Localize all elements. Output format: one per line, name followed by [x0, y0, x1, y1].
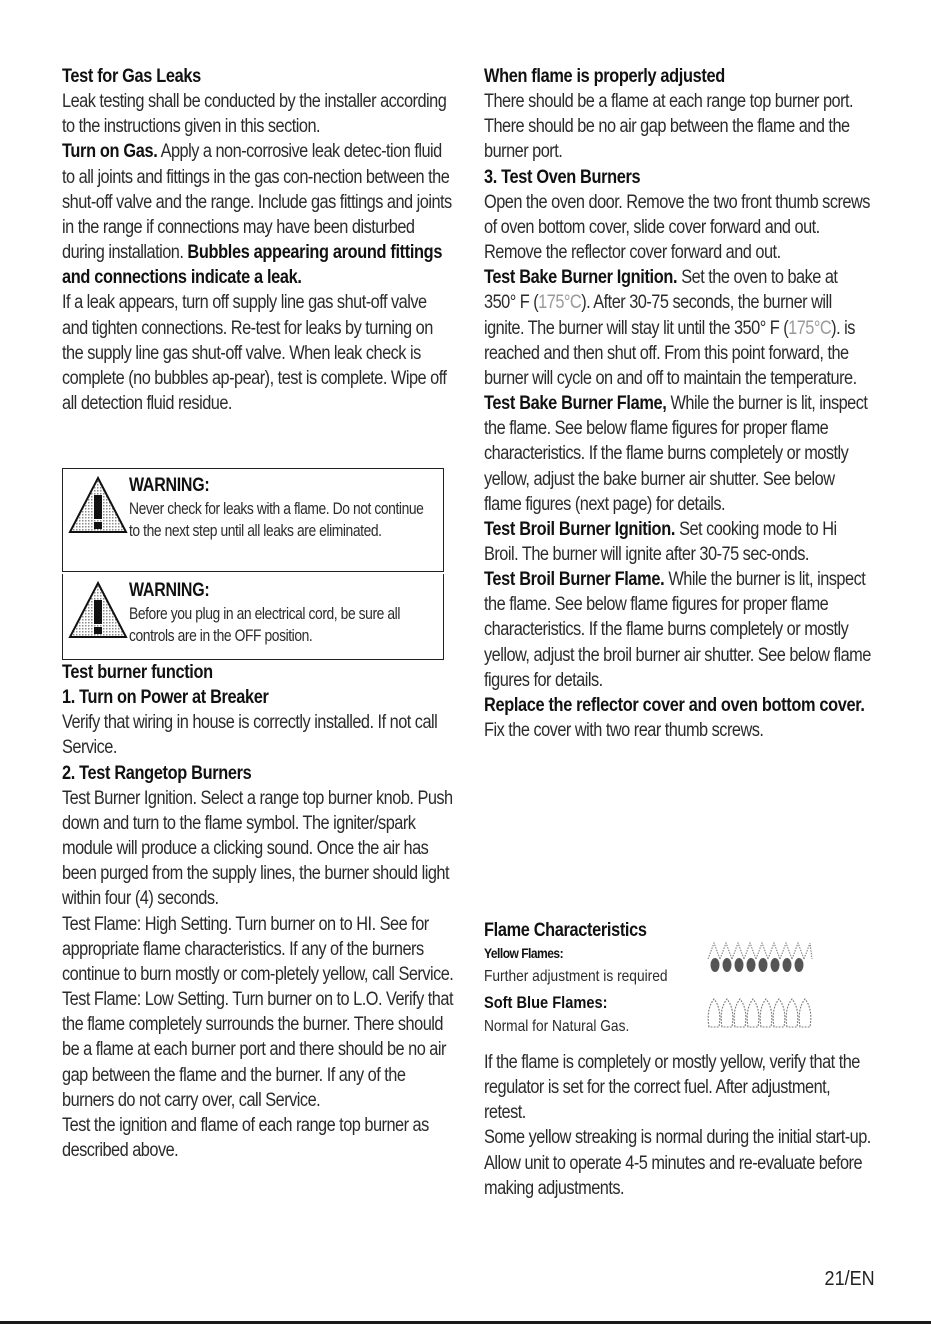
warnings-box [62, 466, 444, 660]
burner-function-section [62, 660, 456, 1163]
turn-on-gas-label: Turn on Gas. [62, 141, 158, 163]
right-column [484, 64, 874, 1199]
blue-flames-icon [706, 995, 814, 1031]
blue-flames-label: Soft Blue Flames: [484, 993, 608, 1013]
warning-electrical-body [129, 578, 431, 647]
bake-ignition-label: Test Bake Burner Ignition. [484, 267, 678, 289]
yellow-flames-row [484, 941, 874, 991]
yellow-flames-text [484, 941, 708, 989]
bake-flame-paragraph [484, 391, 873, 517]
left-column [62, 64, 457, 1161]
warning-flame-body [129, 473, 431, 542]
right-column-text [484, 64, 873, 743]
replace-cover-text: Fix the cover with two rear thumb screws. [484, 720, 764, 742]
step1-heading: 1. Turn on Power at Breaker [62, 687, 269, 709]
left-column-text [62, 64, 456, 416]
broil-flame-paragraph [484, 567, 873, 693]
flame-final-section [484, 1050, 873, 1201]
warning-flame-title: WARNING: [129, 475, 210, 496]
warning-flame-text: Never check for leaks with a flame. Do not continue to the next step until all leaks are eliminated. [129, 500, 424, 540]
replace-cover-paragraph [484, 693, 873, 743]
bake-ignition-paragraph [484, 265, 873, 391]
step2-each-burner-text: Test the ignition and flame of each range top burner as described above. [62, 1114, 429, 1161]
step2-heading: 2. Test Rangetop Burners [62, 762, 252, 784]
warning-triangle-icon [67, 475, 129, 537]
bake-ignition-text-a: Set the oven to bake at 350° F ( [484, 267, 838, 314]
turn-on-gas-text: Apply a non-corrosive leak detec-tion fluid to all joints and fittings in the gas con-nection between the shut-off valve and the range. Include gas fittings and joints in the range if connections may have been disturbed during installation. [62, 141, 452, 264]
turn-on-gas-paragraph [62, 139, 456, 290]
blue-flames-text [484, 991, 708, 1039]
adjusted-text-1: There should be a flame at each range top burner port. [484, 91, 854, 113]
gas-leaks-intro: Leak testing shall be conducted by the installer according to the instructions given in this section. [62, 91, 447, 138]
blue-flames-row [484, 991, 874, 1041]
broil-ignition-paragraph [484, 517, 873, 567]
warning-triangle-icon [67, 580, 129, 642]
flame-characteristics-section [484, 918, 874, 1041]
final-text-1: If the flame is completely or mostly yellow, verify that the regulator is set for the correct fuel. After adjustment, retest. [484, 1052, 860, 1124]
broil-flame-label: Test Broil Burner Flame. [484, 569, 665, 591]
broil-ignition-text: Set cooking mode to Hi Broil. The burner will ignite after 30-75 sec-onds. [484, 518, 837, 565]
bubbles-text: Bubbles appearing around fittings and connections indicate a leak. [62, 242, 443, 289]
burner-function-heading: Test burner function [62, 662, 213, 683]
broil-flame-text: While the burner is lit, inspect the flame. See below flame figures for proper flame characteristics. If the flame burns completely or mostly yellow, adjust the broil burner air shutter. See below flame figures for details. [484, 569, 871, 691]
step2-ignition-text: Test Burner Ignition. Select a range top burner knob. Push down and turn to the flame symbol. The igniter/spark module will produce a clicking sound. Once the air has been purged from the supply lines, the burner should light within four (4) seconds. [62, 787, 453, 910]
broil-ignition-label: Test Broil Burner Ignition. [484, 518, 676, 540]
bake-flame-label: Test Bake Burner Flame, [484, 393, 667, 415]
yellow-flames-label: Yellow Flames: [484, 945, 564, 962]
replace-cover-label: Replace the reflector cover and oven bottom cover. [484, 694, 865, 716]
flame-characteristics-heading: Flame Characteristics [484, 920, 647, 941]
bake-ignition-temp-1: 175°C [538, 292, 582, 314]
warning-electrical-title: WARNING: [129, 580, 210, 601]
flame-characteristics-heading-wrap [484, 918, 873, 943]
adjusted-text-2: There should be no air gap between the flame and the burner port. [484, 116, 850, 163]
bake-ignition-text-b: ). After 30-75 seconds, the burner will ignite. The burner will stay lit until the 350° F ( [484, 292, 832, 339]
step3-text: Open the oven door. Remove the two front thumb screws of oven bottom cover, slide cover forward and out. Remove the reflector cover forward and out. [484, 191, 870, 264]
yellow-flames-desc: Further adjustment is required [484, 968, 668, 986]
bake-flame-text: While the burner is lit, inspect the flame. See below flame figures for proper flame characteristics. If the flame burns completely or mostly yellow, adjust the bake burner air shutter. See below flame figures (next page) for details. [484, 393, 868, 515]
yellow-flames-icon [706, 941, 814, 977]
page-number: 21/EN [824, 1268, 875, 1290]
step2-low-flame-text: Test Flame: Low Setting. Turn burner on to L.O. Verify that the flame completely surrounds the burner. There should be a flame at each burner port and there should be no air gap between the flame and the burner. If any of the burners do not carry over, call Service. [62, 989, 453, 1111]
step3-heading: 3. Test Oven Burners [484, 166, 641, 188]
gas-leaks-heading: Test for Gas Leaks [62, 66, 201, 87]
final-text-2: Some yellow streaking is normal during the initial start-up. Allow unit to operate 4-5 minutes and re-evaluate before making adjustments. [484, 1127, 871, 1199]
leak-action-text: If a leak appears, turn off supply line gas shut-off valve and tighten connections. Re-test for leaks by turning on the supply line gas shut-off valve. When leak check is complete (no bubbles ap-pear), test is complete. Wipe off all detection fluid residue. [62, 292, 447, 415]
bake-ignition-temp-2: 175°C [788, 317, 832, 339]
step1-text: Verify that wiring in house is correctly installed. If not call Service. [62, 712, 438, 759]
adjusted-heading: When flame is properly adjusted [484, 66, 725, 87]
step2-high-flame-text: Test Flame: High Setting. Turn burner on to HI. See for appropriate flame characteristics. If any of the burners continue to burn mostly or com-pletely yellow, call Service. [62, 913, 454, 985]
warning-electrical [62, 574, 444, 660]
bake-ignition-text-c: ). is reached and then shut off. From this point forward, the burner will cycle on and off to maintain the temperature. [484, 317, 857, 389]
warning-electrical-text: Before you plug in an electrical cord, be sure all controls are in the OFF position. [129, 605, 401, 645]
warning-flame [62, 468, 444, 572]
blue-flames-desc: Normal for Natural Gas. [484, 1018, 630, 1036]
